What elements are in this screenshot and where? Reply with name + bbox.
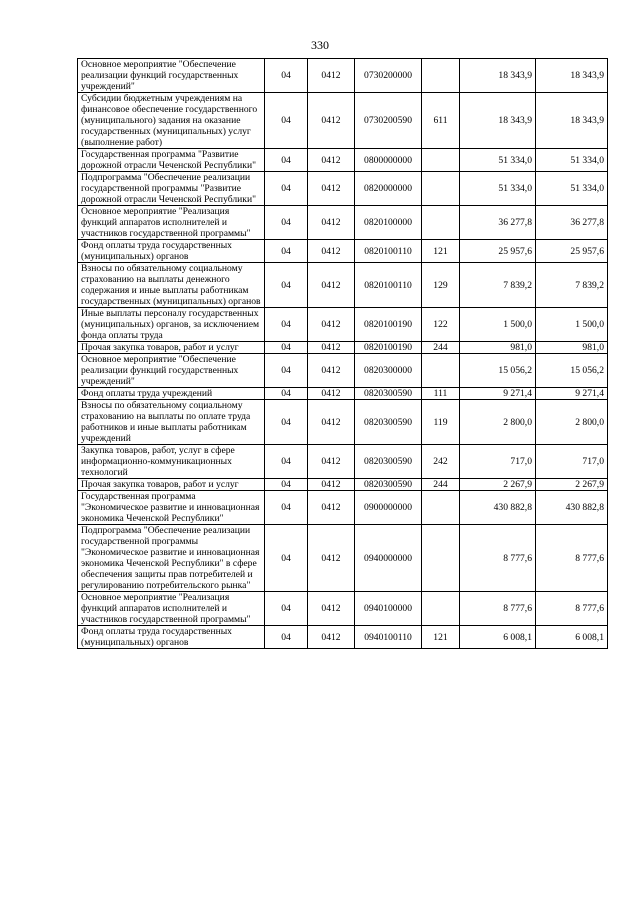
subsection-code-cell: 0412 (308, 342, 355, 354)
amount-cell: 51 334,0 (536, 149, 608, 172)
row-name-cell: Подпрограмма "Обеспечение реализации государственной программы "Развитие дорожной отрасли Чеченской Республики" (78, 172, 265, 206)
row-name-cell: Основное мероприятие "Реализация функций аппаратов исполнителей и участников государственной программы" (78, 206, 265, 240)
table-row (78, 491, 608, 525)
expense-type-cell: 122 (422, 308, 460, 342)
target-article-cell: 0940100000 (355, 592, 422, 626)
row-name-cell: Подпрограмма "Обеспечение реализации государственной программы "Экономическое развитие и инновационная экономика Чеченской Республики" в сфере обеспечения защиты прав потребителей и регулированию потребительского рынка" (78, 525, 265, 592)
amount-cell: 25 957,6 (536, 240, 608, 263)
subsection-code-cell: 0412 (308, 206, 355, 240)
amount-cell: 2 800,0 (460, 400, 536, 445)
expense-type-cell: 611 (422, 93, 460, 149)
expense-type-cell (422, 172, 460, 206)
subsection-code-cell: 0412 (308, 479, 355, 491)
amount-cell: 8 777,6 (460, 525, 536, 592)
expense-type-cell (422, 354, 460, 388)
section-code-cell: 04 (265, 240, 308, 263)
row-name-cell: Фонд оплаты труда государственных (муниципальных) органов (78, 626, 265, 649)
expense-type-cell (422, 149, 460, 172)
section-code-cell: 04 (265, 263, 308, 308)
row-name-cell: Иные выплаты персоналу государственных (муниципальных) органов, за исключением фонда оплаты труда (78, 308, 265, 342)
row-name-cell: Взносы по обязательному социальному страхованию на выплаты по оплате труда работников и иные выплаты работникам учреждений (78, 400, 265, 445)
amount-cell: 981,0 (460, 342, 536, 354)
row-name-cell: Прочая закупка товаров, работ и услуг (78, 479, 265, 491)
expense-type-cell (422, 59, 460, 93)
target-article-cell: 0820000000 (355, 172, 422, 206)
subsection-code-cell: 0412 (308, 592, 355, 626)
amount-cell: 6 008,1 (460, 626, 536, 649)
target-article-cell: 0820300590 (355, 445, 422, 479)
amount-cell: 7 839,2 (536, 263, 608, 308)
amount-cell: 2 267,9 (460, 479, 536, 491)
amount-cell: 8 777,6 (536, 525, 608, 592)
amount-cell: 9 271,4 (460, 388, 536, 400)
subsection-code-cell: 0412 (308, 388, 355, 400)
amount-cell: 51 334,0 (460, 149, 536, 172)
expense-type-cell: 121 (422, 626, 460, 649)
table-row (78, 149, 608, 172)
expense-type-cell (422, 525, 460, 592)
section-code-cell: 04 (265, 59, 308, 93)
expense-type-cell: 244 (422, 342, 460, 354)
section-code-cell: 04 (265, 308, 308, 342)
target-article-cell: 0820300590 (355, 400, 422, 445)
subsection-code-cell: 0412 (308, 263, 355, 308)
amount-cell: 18 343,9 (536, 59, 608, 93)
target-article-cell: 0820100110 (355, 240, 422, 263)
table-row (78, 354, 608, 388)
amount-cell: 2 800,0 (536, 400, 608, 445)
subsection-code-cell: 0412 (308, 93, 355, 149)
expense-type-cell: 242 (422, 445, 460, 479)
target-article-cell: 0730200000 (355, 59, 422, 93)
table-row (78, 342, 608, 354)
subsection-code-cell: 0412 (308, 354, 355, 388)
amount-cell: 15 056,2 (536, 354, 608, 388)
row-name-cell: Фонд оплаты труда учреждений (78, 388, 265, 400)
row-name-cell: Закупка товаров, работ, услуг в сфере информационно-коммуникационных технологий (78, 445, 265, 479)
subsection-code-cell: 0412 (308, 400, 355, 445)
subsection-code-cell: 0412 (308, 59, 355, 93)
section-code-cell: 04 (265, 592, 308, 626)
table-row (78, 592, 608, 626)
subsection-code-cell: 0412 (308, 445, 355, 479)
table-row (78, 240, 608, 263)
amount-cell: 717,0 (536, 445, 608, 479)
subsection-code-cell: 0412 (308, 626, 355, 649)
expense-type-cell: 119 (422, 400, 460, 445)
table-row (78, 479, 608, 491)
amount-cell: 981,0 (536, 342, 608, 354)
row-name-cell: Взносы по обязательному социальному страхованию на выплаты денежного содержания и иные выплаты работникам государственных (муниципальных) органов (78, 263, 265, 308)
table-row (78, 626, 608, 649)
section-code-cell: 04 (265, 206, 308, 240)
amount-cell: 51 334,0 (460, 172, 536, 206)
section-code-cell: 04 (265, 149, 308, 172)
subsection-code-cell: 0412 (308, 172, 355, 206)
expense-type-cell: 129 (422, 263, 460, 308)
expense-type-cell: 244 (422, 479, 460, 491)
target-article-cell: 0820100000 (355, 206, 422, 240)
subsection-code-cell: 0412 (308, 491, 355, 525)
section-code-cell: 04 (265, 93, 308, 149)
section-code-cell: 04 (265, 388, 308, 400)
amount-cell: 18 343,9 (536, 93, 608, 149)
row-name-cell: Основное мероприятие "Реализация функций аппаратов исполнителей и участников государственной программы" (78, 592, 265, 626)
amount-cell: 430 882,8 (460, 491, 536, 525)
expense-type-cell (422, 491, 460, 525)
amount-cell: 51 334,0 (536, 172, 608, 206)
section-code-cell: 04 (265, 479, 308, 491)
target-article-cell: 0820300000 (355, 354, 422, 388)
subsection-code-cell: 0412 (308, 308, 355, 342)
table-row (78, 308, 608, 342)
subsection-code-cell: 0412 (308, 525, 355, 592)
target-article-cell: 0730200590 (355, 93, 422, 149)
section-code-cell: 04 (265, 400, 308, 445)
amount-cell: 25 957,6 (460, 240, 536, 263)
section-code-cell: 04 (265, 491, 308, 525)
subsection-code-cell: 0412 (308, 149, 355, 172)
row-name-cell: Основное мероприятие "Обеспечение реализации функций государственных учреждений" (78, 59, 265, 93)
expense-type-cell: 111 (422, 388, 460, 400)
amount-cell: 9 271,4 (536, 388, 608, 400)
row-name-cell: Субсидии бюджетным учреждениям на финансовое обеспечение государственного (муниципального) задания на оказание государственных (муниципальных) услуг (выполнение работ) (78, 93, 265, 149)
target-article-cell: 0820300590 (355, 388, 422, 400)
section-code-cell: 04 (265, 172, 308, 206)
amount-cell: 18 343,9 (460, 93, 536, 149)
expense-type-cell (422, 592, 460, 626)
amount-cell: 6 008,1 (536, 626, 608, 649)
target-article-cell: 0820100190 (355, 308, 422, 342)
row-name-cell: Фонд оплаты труда государственных (муниципальных) органов (78, 240, 265, 263)
table-row (78, 445, 608, 479)
amount-cell: 7 839,2 (460, 263, 536, 308)
amount-cell: 8 777,6 (536, 592, 608, 626)
amount-cell: 18 343,9 (460, 59, 536, 93)
target-article-cell: 0820100110 (355, 263, 422, 308)
amount-cell: 1 500,0 (460, 308, 536, 342)
target-article-cell: 0800000000 (355, 149, 422, 172)
row-name-cell: Прочая закупка товаров, работ и услуг (78, 342, 265, 354)
expense-type-cell: 121 (422, 240, 460, 263)
target-article-cell: 0940000000 (355, 525, 422, 592)
target-article-cell: 0940100110 (355, 626, 422, 649)
amount-cell: 36 277,8 (460, 206, 536, 240)
subsection-code-cell: 0412 (308, 240, 355, 263)
row-name-cell: Основное мероприятие "Обеспечение реализации функций государственных учреждений" (78, 354, 265, 388)
section-code-cell: 04 (265, 626, 308, 649)
target-article-cell: 0820300590 (355, 479, 422, 491)
row-name-cell: Государственная программа "Экономическое развитие и инновационная экономика Чеченской Республики" (78, 491, 265, 525)
table-row (78, 388, 608, 400)
row-name-cell: Государственная программа "Развитие дорожной отрасли Чеченской Республики" (78, 149, 265, 172)
section-code-cell: 04 (265, 342, 308, 354)
table-row (78, 206, 608, 240)
amount-cell: 36 277,8 (536, 206, 608, 240)
amount-cell: 430 882,8 (536, 491, 608, 525)
section-code-cell: 04 (265, 354, 308, 388)
table-row (78, 172, 608, 206)
section-code-cell: 04 (265, 445, 308, 479)
target-article-cell: 0900000000 (355, 491, 422, 525)
table-row (78, 263, 608, 308)
amount-cell: 8 777,6 (460, 592, 536, 626)
budget-table (77, 58, 608, 649)
table-row (78, 400, 608, 445)
expense-type-cell (422, 206, 460, 240)
amount-cell: 1 500,0 (536, 308, 608, 342)
section-code-cell: 04 (265, 525, 308, 592)
table-row (78, 93, 608, 149)
target-article-cell: 0820100190 (355, 342, 422, 354)
amount-cell: 15 056,2 (460, 354, 536, 388)
table-row (78, 59, 608, 93)
table-row (78, 525, 608, 592)
amount-cell: 717,0 (460, 445, 536, 479)
page-number: 330 (311, 38, 329, 52)
amount-cell: 2 267,9 (536, 479, 608, 491)
